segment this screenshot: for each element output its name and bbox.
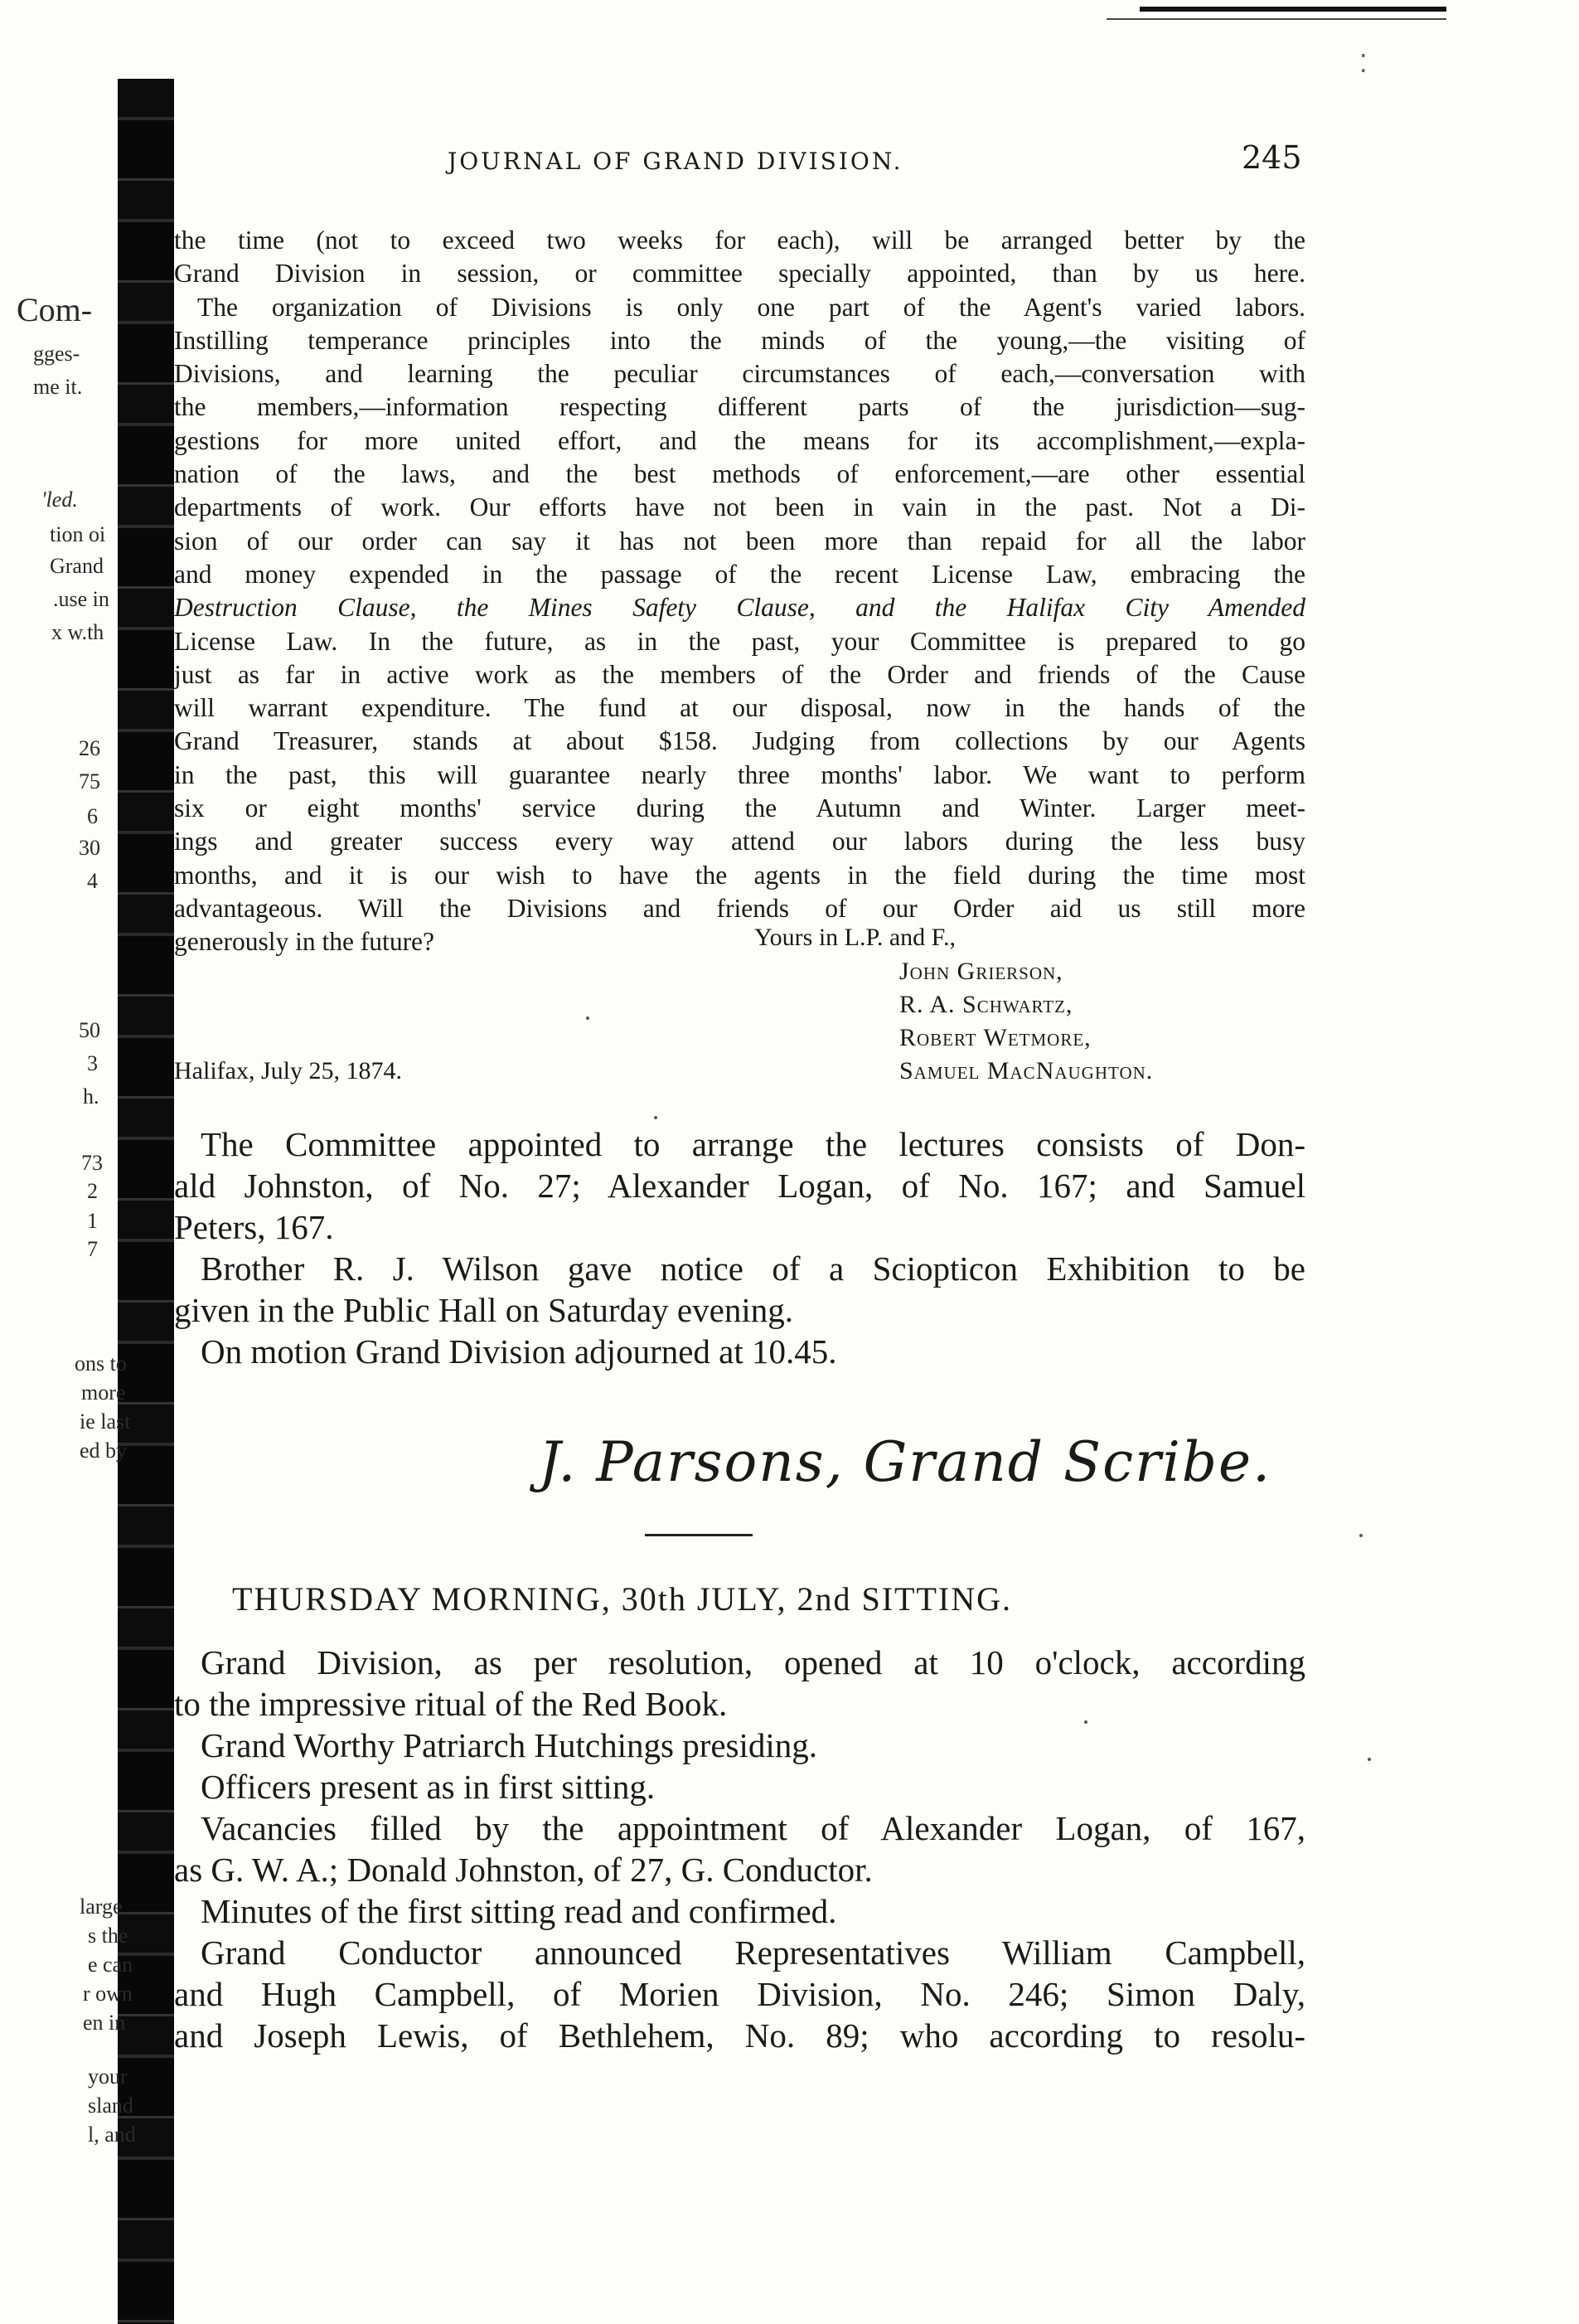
margin-fragment: 30 bbox=[79, 836, 100, 860]
minutes-line: Grand Division, as per resolution, opened at 10 o'clock, according bbox=[201, 1643, 1305, 1681]
report-line: and money expended in the passage of the recent License Law, embracing the bbox=[174, 559, 1305, 589]
margin-fragment: 'led. bbox=[41, 488, 78, 512]
minutes-line: On motion Grand Division adjourned at 10.45. bbox=[201, 1332, 837, 1371]
margin-fragment: me it. bbox=[33, 375, 83, 399]
report-line: Destruction Clause, the Mines Safety Clause, and the Halifax City Amended bbox=[174, 593, 1305, 623]
report-line: the time (not to exceed two weeks for each), will be arranged better by the bbox=[174, 226, 1305, 255]
place-date: Halifax, July 25, 1874. bbox=[174, 1057, 402, 1084]
margin-fragment: 6 bbox=[87, 804, 98, 828]
report-line: generously in the future? bbox=[174, 927, 435, 957]
margin-fragment: x w.th bbox=[51, 620, 104, 644]
running-head: JOURNAL OF GRAND DIVISION. bbox=[448, 148, 903, 175]
report-line: gestions for more united effort, and the means for its accomplishment,—expla- bbox=[174, 425, 1305, 455]
report-line: advantageous. Will the Divisions and friends of our Order aid us still more bbox=[174, 893, 1305, 923]
margin-fragment: ed by bbox=[80, 1439, 128, 1463]
minutes-line: Brother R. J. Wilson gave notice of a Sciopticon Exhibition to be bbox=[201, 1249, 1305, 1288]
scribe-signature: J. Parsons, Grand Scribe. bbox=[539, 1430, 1272, 1494]
margin-fragment: gges- bbox=[33, 342, 80, 366]
speck bbox=[654, 1116, 657, 1119]
report-line: License Law. In the future, as in the past, your Committee is prepared to go bbox=[174, 626, 1305, 656]
report-line: the members,—information respecting different parts of the jurisdiction—sug- bbox=[174, 392, 1305, 422]
report-line: will warrant expenditure. The fund at our disposal, now in the hands of the bbox=[174, 693, 1305, 723]
margin-fragment: h. bbox=[83, 1084, 99, 1109]
margin-fragment: en in bbox=[83, 2011, 126, 2035]
margin-fragment: 50 bbox=[79, 1018, 100, 1042]
margin-fragment: ie last bbox=[80, 1409, 131, 1434]
section-divider bbox=[645, 1534, 753, 1536]
report-line: months, and it is our wish to have the agents in the field during the time most bbox=[174, 860, 1305, 890]
report-line: ings and greater success every way attend our labors during the less busy bbox=[174, 827, 1305, 856]
margin-fragment: your bbox=[88, 2064, 128, 2089]
margin-fragment: 26 bbox=[79, 736, 100, 760]
minutes-line: to the impressive ritual of the Red Book. bbox=[174, 1685, 728, 1723]
report-line: just as far in active work as the members of the Order and friends of the Cause bbox=[174, 659, 1305, 689]
minutes-line: Vacancies filled by the appointment of Alexander Logan, of 167, bbox=[201, 1809, 1305, 1847]
minutes-line: as G. W. A.; Donald Johnston, of 27, G. Conductor. bbox=[174, 1851, 873, 1889]
report-line: The organization of Divisions is only one part of the Agent's varied labors. bbox=[197, 292, 1305, 322]
report-line: in the past, this will guarantee nearly three months' labor. We want to perform bbox=[174, 759, 1305, 789]
margin-fragment: Com- bbox=[17, 291, 93, 328]
minutes-line: Officers present as in first sitting. bbox=[201, 1768, 656, 1806]
signatory-name: John Grierson, bbox=[899, 958, 1063, 985]
report-line: Instilling temperance principles into the minds of the young,—the visiting of bbox=[174, 325, 1305, 355]
speck bbox=[1368, 1758, 1371, 1761]
report-line: six or eight months' service during the Autumn and Winter. Larger meet- bbox=[174, 793, 1305, 823]
closing-salutation: Yours in L.P. and F., bbox=[754, 924, 956, 951]
minutes-line: and Joseph Lewis, of Bethlehem, No. 89; who according to resolu- bbox=[174, 2016, 1305, 2055]
section-heading: THURSDAY MORNING, 30th JULY, 2nd SITTING. bbox=[232, 1580, 1013, 1618]
margin-fragment: 75 bbox=[79, 769, 100, 793]
margin-fragment: more bbox=[81, 1380, 126, 1405]
report-line: Divisions, and learning the peculiar circumstances of each,—conversation with bbox=[174, 359, 1305, 389]
second-sitting-minutes bbox=[174, 1642, 1305, 2056]
margin-fragment: tion oi bbox=[50, 522, 106, 546]
margin-fragment: l, and bbox=[88, 2123, 136, 2147]
minutes-line: given in the Public Hall on Saturday evening. bbox=[174, 1291, 793, 1329]
signatory-name: Samuel MacNaughton. bbox=[899, 1057, 1154, 1084]
margin-fragment: 7 bbox=[87, 1237, 98, 1261]
margin-fragment: large bbox=[80, 1895, 123, 1919]
margin-fragment: ons to bbox=[75, 1351, 127, 1375]
report-line: Grand Treasurer, stands at about $158. Judging from collections by our Agents bbox=[174, 726, 1305, 756]
margin-fragment: Grand bbox=[50, 554, 104, 578]
signatory-name: R. A. Schwartz, bbox=[899, 991, 1073, 1018]
minutes-line: Grand Worthy Patriarch Hutchings presiding. bbox=[201, 1726, 818, 1764]
minutes-line: Grand Conductor announced Representatives William Campbell, bbox=[201, 1933, 1305, 1972]
report-line: Grand Division in session, or committee specially appointed, than by us here. bbox=[174, 259, 1305, 289]
page-number: 245 bbox=[1242, 139, 1302, 176]
minutes-line: ald Johnston, of No. 27; Alexander Logan, of No. 167; and Samuel bbox=[174, 1167, 1305, 1205]
margin-fragment: e can bbox=[88, 1953, 133, 1977]
margin-fragment: 3 bbox=[87, 1051, 98, 1075]
margin-fragment: s the bbox=[88, 1924, 128, 1948]
minutes-announcements bbox=[174, 1123, 1305, 1372]
minutes-line: and Hugh Campbell, of Morien Division, No. 246; Simon Daly, bbox=[174, 1975, 1305, 2013]
signatory-name: Robert Wetmore, bbox=[899, 1024, 1092, 1051]
margin-fragment: 73 bbox=[81, 1151, 103, 1175]
committee-report bbox=[174, 224, 1305, 959]
margin-fragment: .use in bbox=[53, 587, 109, 611]
margin-fragment: r own bbox=[83, 1982, 133, 2006]
margin-fragment: sland bbox=[88, 2094, 133, 2118]
report-line: departments of work. Our efforts have not been in vain in the past. Not a Di- bbox=[174, 492, 1305, 522]
margin-fragment: 1 bbox=[87, 1209, 98, 1233]
report-line: nation of the laws, and the best methods of enforcement,—are other essential bbox=[174, 459, 1305, 489]
speck bbox=[586, 1016, 589, 1020]
minutes-line: The Committee appointed to arrange the lectures consists of Don- bbox=[201, 1125, 1305, 1163]
margin-fragment: 4 bbox=[87, 869, 98, 893]
top-rule bbox=[1140, 7, 1446, 12]
minutes-line: Minutes of the first sitting read and confirmed. bbox=[201, 1892, 837, 1930]
margin-dots: ⁚ bbox=[1359, 50, 1368, 79]
minutes-line: Peters, 167. bbox=[174, 1208, 334, 1246]
report-line: sion of our order can say it has not been more than repaid for all the labor bbox=[174, 526, 1305, 556]
margin-fragment: 2 bbox=[87, 1179, 98, 1203]
speck bbox=[1359, 1534, 1363, 1537]
top-rule-thin bbox=[1107, 18, 1446, 20]
